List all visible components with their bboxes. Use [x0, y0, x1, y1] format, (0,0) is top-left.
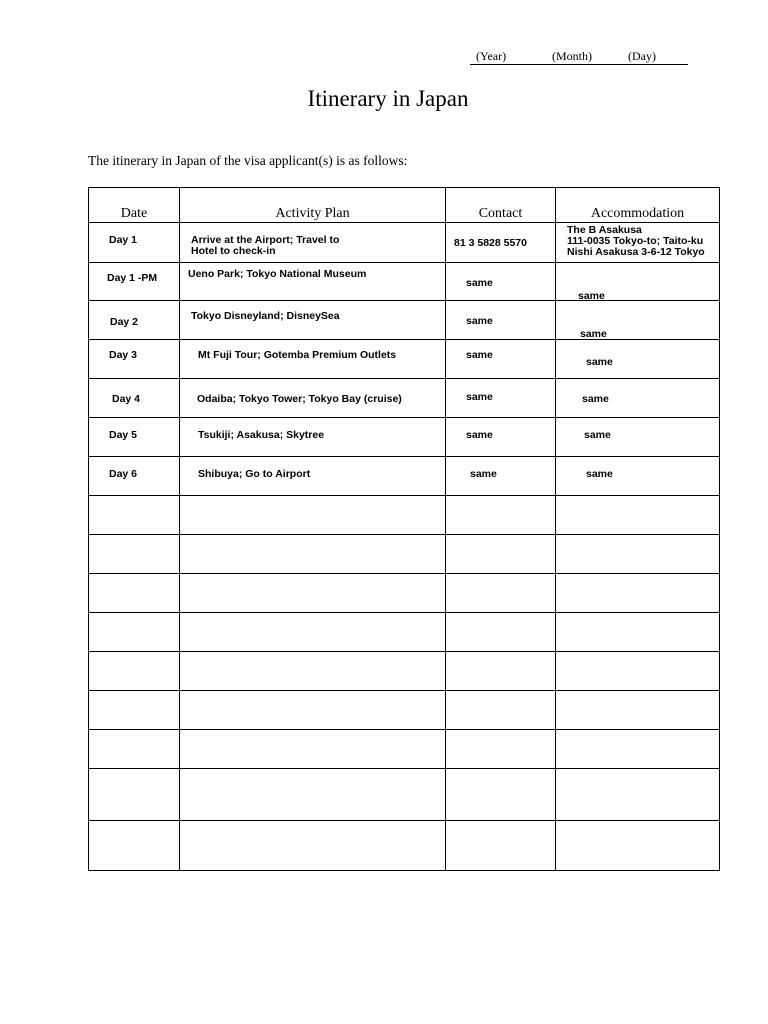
empty-date-cell	[89, 496, 180, 535]
activity-cell-text: Tsukiji; Asakusa; Skytree	[198, 429, 325, 441]
day-label: (Day)	[628, 49, 656, 63]
empty-date-cell	[89, 574, 180, 613]
date-cell	[89, 418, 180, 457]
empty-accommodation-cell	[556, 496, 720, 535]
accommodation-cell	[556, 379, 720, 418]
accommodation-cell-text: Nishi Asakusa 3-6-12 Tokyo	[567, 246, 705, 258]
activity-cell-text: Mt Fuji Tour; Gotemba Premium Outlets	[198, 349, 397, 361]
date-cell-text: Day 1 -PM	[107, 272, 158, 284]
table-row	[89, 379, 720, 418]
empty-activity-cell	[180, 821, 446, 871]
contact-cell	[446, 263, 556, 301]
empty-accommodation-cell	[556, 652, 720, 691]
accommodation-cell-text: same	[580, 328, 607, 340]
accommodation-cell-text: 111-0035 Tokyo-to; Taito-ku	[567, 235, 704, 247]
table-row	[89, 418, 720, 457]
year-label: (Year)	[476, 49, 507, 63]
month-label: (Month)	[552, 49, 592, 63]
activity-cell	[180, 340, 446, 379]
empty-table-row	[89, 821, 720, 871]
activity-cell-text: Shibuya; Go to Airport	[198, 468, 311, 480]
empty-table-row	[89, 574, 720, 613]
empty-activity-cell	[180, 574, 446, 613]
empty-activity-cell	[180, 535, 446, 574]
empty-date-cell	[89, 652, 180, 691]
date-cell	[89, 340, 180, 379]
date-cell	[89, 457, 180, 496]
accommodation-cell-text: same	[586, 356, 613, 368]
empty-date-cell	[89, 821, 180, 871]
column-header-date: Date	[89, 188, 180, 223]
empty-activity-cell	[180, 652, 446, 691]
contact-cell-text: same	[466, 349, 493, 361]
empty-accommodation-cell	[556, 769, 720, 821]
empty-table-row	[89, 613, 720, 652]
accommodation-cell-text: same	[586, 468, 613, 480]
empty-accommodation-cell	[556, 535, 720, 574]
date-cell-text: Day 4	[112, 393, 141, 405]
accommodation-cell	[556, 340, 720, 379]
accommodation-cell-text: same	[578, 290, 605, 301]
empty-accommodation-cell	[556, 821, 720, 871]
activity-cell	[180, 418, 446, 457]
empty-accommodation-cell	[556, 574, 720, 613]
date-cell-text: Day 3	[109, 349, 138, 361]
date-cell	[89, 223, 180, 263]
accommodation-cell-text: The B Asakusa	[567, 224, 642, 236]
contact-cell	[446, 223, 556, 263]
table-row	[89, 301, 720, 340]
empty-contact-cell	[446, 652, 556, 691]
empty-contact-cell	[446, 691, 556, 730]
empty-date-cell	[89, 691, 180, 730]
contact-cell-text: 81 3 5828 5570	[454, 237, 527, 249]
activity-cell	[180, 301, 446, 340]
empty-activity-cell	[180, 769, 446, 821]
date-line	[470, 48, 688, 65]
empty-contact-cell	[446, 613, 556, 652]
empty-contact-cell	[446, 769, 556, 821]
accommodation-cell-text: same	[584, 429, 611, 441]
contact-cell-text: same	[466, 429, 493, 441]
accommodation-cell	[556, 223, 720, 263]
column-header-contact: Contact	[446, 188, 556, 223]
accommodation-cell	[556, 457, 720, 496]
empty-table-row	[89, 496, 720, 535]
activity-cell-text: Tokyo Disneyland; DisneySea	[191, 310, 340, 322]
contact-cell	[446, 340, 556, 379]
accommodation-cell	[556, 301, 720, 340]
contact-cell	[446, 457, 556, 496]
accommodation-cell-text: same	[582, 393, 609, 405]
contact-cell-text: same	[466, 391, 493, 403]
empty-date-cell	[89, 535, 180, 574]
date-cell-text: Day 6	[109, 468, 138, 480]
empty-table-row	[89, 535, 720, 574]
empty-accommodation-cell	[556, 730, 720, 769]
empty-contact-cell	[446, 821, 556, 871]
contact-cell-text: same	[466, 277, 493, 289]
page-title: Itinerary in Japan	[307, 86, 469, 111]
empty-contact-cell	[446, 496, 556, 535]
empty-activity-cell	[180, 730, 446, 769]
table-row	[89, 223, 720, 263]
contact-cell	[446, 301, 556, 340]
empty-contact-cell	[446, 574, 556, 613]
empty-table-row	[89, 652, 720, 691]
activity-cell	[180, 263, 446, 301]
empty-table-row	[89, 691, 720, 730]
date-cell-text: Day 2	[110, 316, 139, 328]
date-cell-text: Day 5	[109, 429, 138, 441]
activity-cell	[180, 379, 446, 418]
contact-cell-text: same	[470, 468, 497, 480]
table-header-row	[89, 188, 720, 223]
date-cell	[89, 263, 180, 301]
activity-cell	[180, 457, 446, 496]
activity-cell-text: Hotel to check-in	[191, 245, 276, 257]
accommodation-cell	[556, 418, 720, 457]
column-header-accommodation: Accommodation	[556, 188, 720, 223]
table-row	[89, 263, 720, 301]
empty-contact-cell	[446, 535, 556, 574]
itinerary-body	[89, 223, 720, 871]
activity-cell-text: Ueno Park; Tokyo National Museum	[188, 268, 367, 280]
accommodation-cell	[556, 263, 720, 301]
empty-date-cell	[89, 613, 180, 652]
empty-activity-cell	[180, 691, 446, 730]
empty-activity-cell	[180, 613, 446, 652]
empty-table-row	[89, 769, 720, 821]
empty-contact-cell	[446, 730, 556, 769]
date-cell	[89, 379, 180, 418]
table-row	[89, 340, 720, 379]
date-cell-text: Day 1	[109, 234, 138, 246]
intro-text: The itinerary in Japan of the visa applicant(s) is as follows:	[88, 153, 408, 168]
activity-cell	[180, 223, 446, 263]
contact-cell	[446, 418, 556, 457]
contact-cell	[446, 379, 556, 418]
empty-date-cell	[89, 730, 180, 769]
empty-activity-cell	[180, 496, 446, 535]
empty-table-row	[89, 730, 720, 769]
itinerary-table	[88, 187, 720, 871]
empty-accommodation-cell	[556, 613, 720, 652]
date-cell	[89, 301, 180, 340]
table-row	[89, 457, 720, 496]
empty-date-cell	[89, 769, 180, 821]
activity-cell-text: Odaiba; Tokyo Tower; Tokyo Bay (cruise)	[197, 393, 402, 405]
contact-cell-text: same	[466, 315, 493, 327]
empty-accommodation-cell	[556, 691, 720, 730]
activity-cell-text: Arrive at the Airport; Travel to	[191, 234, 340, 246]
column-header-activity: Activity Plan	[180, 188, 446, 223]
